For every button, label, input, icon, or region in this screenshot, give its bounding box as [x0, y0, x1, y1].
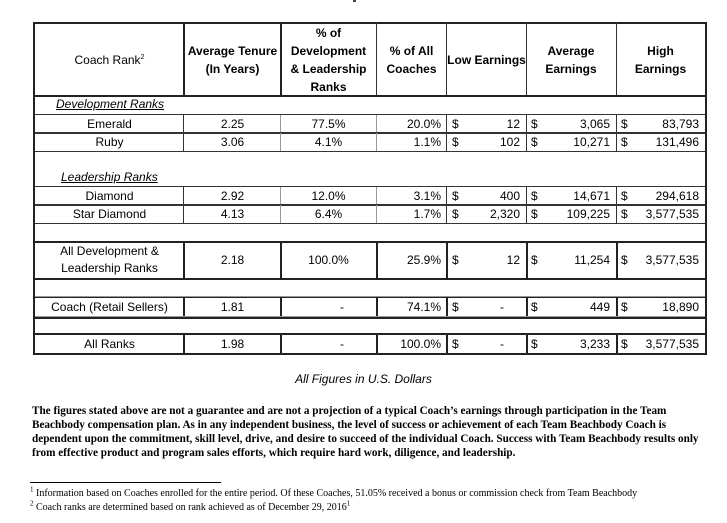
col-divider	[376, 186, 377, 205]
dollar-sign: $	[452, 253, 459, 267]
col-divider	[616, 114, 617, 133]
amount-value: 3,577,535	[645, 336, 699, 351]
col-divider	[526, 333, 528, 353]
col-divider	[616, 204, 617, 223]
tenure-cell: 4.13	[220, 207, 245, 221]
header-pct-all-l1: % of All	[389, 44, 434, 58]
col-divider	[616, 241, 618, 278]
amount-value: 2,320	[489, 207, 520, 221]
header-pct-dev-l3: & Leadership	[290, 62, 367, 76]
col-divider	[446, 296, 448, 317]
col-divider	[280, 204, 281, 223]
amount-value: 102	[499, 135, 520, 149]
earnings-disclaimer: The figures stated above are not a guarantee and are not a projection of a typical Coach’s earnings through participation in the Team Beachbody compensation plan. As in any independent business, the level of success or achievement of each Team Beachbody Coach is dependent upon the commitment, skill level, drive, and desire to succeed of the individual Coach. Success with Team Beachbody results only from effective product and program sales efforts, which require hard work, diligence, and leadership.	[32, 405, 699, 459]
dollar-sign: $	[531, 253, 538, 267]
col-divider	[280, 22, 282, 96]
section-leadership-ranks: Leadership Ranks	[61, 170, 158, 184]
pct-dev-cell: 77.5%	[311, 117, 346, 131]
col-divider	[616, 132, 617, 151]
avg-earnings-cell	[526, 115, 616, 133]
col-divider	[280, 186, 281, 205]
header-average-earnings	[526, 24, 616, 96]
col-divider	[446, 241, 448, 278]
header-low-text: Low Earnings	[447, 53, 526, 67]
col-divider	[446, 333, 448, 353]
header-pct-dev-l2: Development	[290, 44, 367, 58]
dollar-sign: $	[621, 135, 628, 149]
row-divider	[35, 223, 705, 224]
header-high-earnings	[616, 24, 705, 96]
amount-value: 3,577,535	[645, 207, 699, 221]
col-divider	[183, 132, 184, 151]
pct-all-cell: 100.0%	[400, 336, 441, 351]
footnote-2-ref: 1	[346, 499, 351, 508]
col-divider	[183, 22, 185, 96]
col-divider	[280, 333, 282, 353]
col-divider	[616, 186, 617, 205]
high-earnings-cell	[616, 115, 705, 133]
amount-value: 12	[506, 253, 520, 267]
amount-value: 83,793	[662, 117, 699, 131]
header-avg-tenure	[184, 24, 281, 96]
col-divider	[446, 186, 447, 205]
dollar-sign: $	[621, 189, 628, 203]
pct-dev-cell: 100.0%	[308, 253, 349, 267]
col-divider	[446, 204, 447, 223]
dollar-sign: $	[531, 189, 538, 203]
row-divider	[35, 278, 705, 280]
dollar-sign: $	[531, 300, 538, 314]
cropped-text-fragment	[353, 0, 356, 2]
col-divider	[526, 114, 527, 133]
pct-all-cell: 1.1%	[413, 135, 441, 149]
avg-earnings-cell	[526, 242, 616, 278]
dollar-sign: $	[531, 117, 538, 131]
section-development-ranks: Development Ranks	[56, 97, 165, 111]
header-avg-tenure-l2: (In Years)	[205, 62, 260, 76]
amount-value: 109,225	[566, 207, 610, 221]
low-earnings-cell	[447, 115, 526, 133]
col-divider	[526, 186, 527, 205]
footnote-2-text: Coach ranks are determined based on rank achieved as of December 29, 2016	[36, 502, 347, 513]
dollar-sign: $	[621, 117, 628, 131]
amount-value: 449	[589, 300, 610, 314]
amount-value: 10,271	[573, 135, 610, 149]
header-avg-l2: Earnings	[545, 62, 597, 76]
header-coach-rank-text: Coach Rank	[74, 53, 141, 67]
header-avg-tenure-l1: Average Tenure	[187, 44, 278, 58]
pct-all-cell: 20.0%	[406, 117, 441, 131]
low-earnings-cell	[447, 334, 526, 353]
header-low-earnings	[447, 24, 526, 96]
row-divider	[35, 151, 705, 152]
amount-value: 294,618	[655, 189, 699, 203]
col-divider	[526, 204, 527, 223]
currency-note: All Figures in U.S. Dollars	[295, 372, 432, 386]
high-earnings-cell	[616, 334, 705, 353]
col-divider	[183, 296, 185, 317]
col-divider	[376, 22, 377, 96]
tenure-cell: 2.25	[220, 117, 245, 131]
pct-dev-cell: -	[340, 300, 344, 314]
dollar-sign: $	[531, 336, 538, 351]
high-earnings-cell	[616, 133, 705, 151]
footnote-2	[30, 499, 351, 513]
col-divider	[183, 204, 184, 223]
header-pct-all-l2: Coaches	[386, 62, 437, 76]
amount-value: 400	[499, 189, 520, 203]
footnote-2-mark: 2	[30, 499, 34, 508]
rank-cell: All Ranks	[84, 336, 135, 351]
dollar-sign: $	[621, 207, 628, 221]
dollar-sign: $	[452, 300, 459, 314]
pct-dev-cell: 12.0%	[311, 189, 346, 203]
row-divider	[35, 241, 705, 243]
tenure-cell: 2.18	[220, 253, 245, 267]
high-earnings-cell	[616, 242, 705, 278]
pct-dev-cell: 6.4%	[314, 207, 343, 221]
amount-value: 3,065	[579, 117, 610, 131]
avg-earnings-cell	[526, 334, 616, 353]
col-divider	[376, 241, 378, 278]
pct-dev-cell: 4.1%	[314, 135, 343, 149]
col-divider	[183, 186, 184, 205]
row-divider	[35, 186, 705, 187]
header-pct-dev-l1: % of	[315, 26, 342, 40]
row-divider	[35, 333, 705, 335]
footnote-1	[30, 485, 638, 499]
footnote-ref-2: 2	[140, 54, 145, 61]
col-divider	[280, 132, 281, 151]
pct-all-cell: 25.9%	[406, 253, 441, 267]
pct-all-cell: 74.1%	[406, 300, 441, 314]
footnote-separator	[30, 482, 221, 483]
avg-earnings-cell	[526, 297, 616, 317]
tenure-cell: 2.92	[220, 189, 245, 203]
header-pct-dev-leadership	[281, 24, 376, 96]
col-divider	[446, 22, 447, 96]
amount-value: 11,254	[574, 253, 610, 267]
dollar-sign: $	[621, 253, 628, 267]
header-high-l2: Earnings	[634, 62, 687, 76]
col-divider	[376, 204, 377, 223]
col-divider	[616, 333, 618, 353]
tenure-cell: 3.06	[220, 135, 245, 149]
dollar-sign: $	[452, 135, 459, 149]
amount-value: -	[500, 300, 504, 314]
col-divider	[376, 333, 378, 353]
amount-value: 12	[506, 117, 520, 131]
amount-value: 131,496	[655, 135, 699, 149]
dollar-sign: $	[621, 300, 628, 314]
dollar-sign: $	[452, 336, 459, 351]
col-divider	[280, 114, 281, 133]
dollar-sign: $	[452, 207, 459, 221]
row-divider	[35, 114, 705, 115]
high-earnings-cell	[616, 297, 705, 317]
row-divider	[35, 316, 705, 317]
col-divider	[183, 333, 185, 353]
col-divider	[446, 114, 447, 133]
rank-cell: Emerald	[87, 117, 132, 131]
dollar-sign: $	[452, 189, 459, 203]
rank-label-l1: All Development &	[60, 244, 159, 258]
col-divider	[526, 22, 527, 96]
dollar-sign: $	[621, 336, 628, 351]
amount-value: 3,233	[579, 336, 610, 351]
col-divider	[616, 296, 618, 317]
col-divider	[280, 296, 282, 317]
header-pct-dev-l4: Ranks	[310, 80, 347, 94]
col-divider	[446, 132, 447, 151]
col-divider	[526, 241, 528, 278]
footnote-1-text: Information based on Coaches enrolled for the entire period. Of these Coaches, 51.05% received a bonus or commission check from Team Beachbody	[36, 488, 638, 499]
col-divider	[183, 241, 185, 278]
low-earnings-cell	[447, 205, 526, 223]
dollar-sign: $	[531, 135, 538, 149]
header-high-l1: High	[647, 44, 674, 58]
row-divider	[35, 353, 705, 355]
dollar-sign: $	[452, 117, 459, 131]
amount-value: 3,577,535	[645, 253, 699, 267]
low-earnings-cell	[447, 242, 526, 278]
pct-all-cell: 3.1%	[413, 189, 441, 203]
amount-value: -	[500, 336, 504, 351]
tenure-cell: 1.81	[220, 300, 245, 314]
pct-all-cell: 1.7%	[413, 207, 441, 221]
col-divider	[376, 132, 377, 151]
avg-earnings-cell	[526, 133, 616, 151]
col-divider	[526, 296, 528, 317]
amount-value: 14,671	[573, 189, 610, 203]
dollar-sign: $	[531, 207, 538, 221]
header-pct-all-coaches	[376, 24, 447, 96]
row-divider	[35, 317, 705, 319]
rank-cell: Star Diamond	[72, 207, 147, 221]
col-divider	[376, 296, 378, 317]
rank-cell: Ruby	[95, 135, 124, 149]
col-divider	[526, 132, 527, 151]
col-divider	[280, 241, 282, 278]
high-earnings-cell	[616, 205, 705, 223]
row-divider	[35, 296, 705, 297]
avg-earnings-cell	[526, 205, 616, 223]
tenure-cell: 1.98	[220, 336, 245, 351]
high-earnings-cell	[616, 187, 705, 205]
rank-cell: Coach (Retail Sellers)	[51, 300, 168, 314]
avg-earnings-cell	[526, 187, 616, 205]
row-divider	[35, 204, 705, 205]
low-earnings-cell	[447, 297, 526, 317]
rank-label-l2: Leadership Ranks	[61, 261, 158, 275]
pct-dev-cell: -	[340, 336, 344, 351]
col-divider	[376, 114, 377, 133]
amount-value: 18,890	[662, 300, 699, 314]
col-divider	[183, 114, 184, 133]
header-avg-l1: Average	[547, 44, 595, 58]
rank-cell	[35, 242, 184, 278]
col-divider	[616, 22, 617, 96]
rank-cell: Diamond	[85, 189, 134, 203]
header-coach-rank	[35, 24, 184, 96]
row-divider	[35, 132, 705, 133]
low-earnings-cell	[447, 133, 526, 151]
footnote-1-mark: 1	[30, 485, 34, 494]
low-earnings-cell	[447, 187, 526, 205]
